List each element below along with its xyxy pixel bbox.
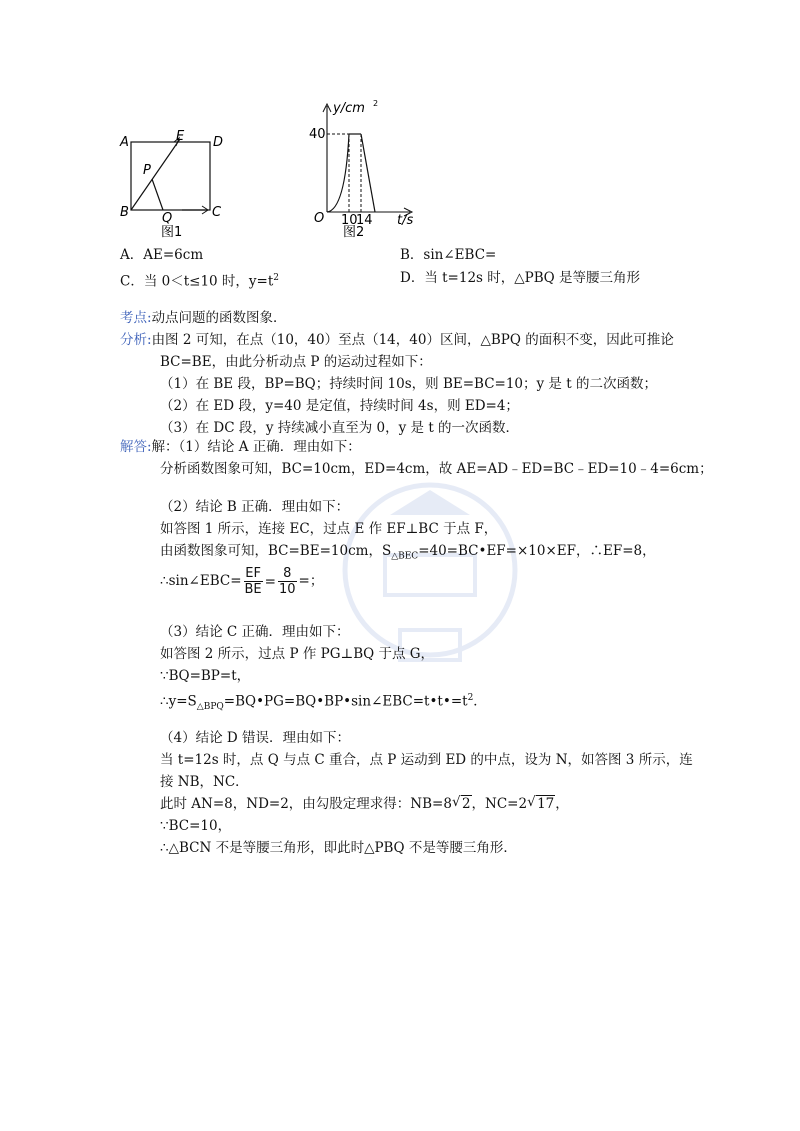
y-axis-exponent: 2 <box>373 100 379 108</box>
part2-line-3: 由函数图象可知，BC=BE=10cm，$S_{\triangle BEC}=40=BC•EF=\times 10\times EF$，∴EF=8， <box>160 543 656 562</box>
part4-line-6: ∴△BCN 不是等腰三角形，即此时△PBQ 不是等腰三角形． <box>160 840 517 856</box>
label-e: E <box>176 129 185 144</box>
label-d: D <box>213 135 224 150</box>
part4-line-5: ∵BC=10， <box>160 818 232 834</box>
fraction-numerator-ef: EF <box>245 566 261 581</box>
jieda-label: 解答: <box>120 439 152 455</box>
x-tick-10: 10 <box>341 213 358 228</box>
figure-1-rectangle-diagram <box>118 126 230 238</box>
part4-heading: （4）结论 D 错误．理由如下： <box>160 730 350 746</box>
nc-coefficient: 2 <box>518 796 528 812</box>
label-q: Q <box>162 211 173 226</box>
fenxi-item-3: （3）在 DC 段，y 持续减小直至为 0，y 是 t 的一次函数． <box>160 420 520 436</box>
label-a: A <box>120 135 129 150</box>
part4-line-2: 当 t=12s 时，点 Q 与点 C 重合，点 P 运动到 ED 的中点，设为 N，如答图 3 所示，连 <box>160 752 693 768</box>
nc-sqrt: √ 17 <box>527 794 555 814</box>
label-c: C <box>212 205 222 220</box>
part3-heading: （3）结论 C 正确．理由如下： <box>160 624 350 640</box>
x-axis-label: t/s <box>397 213 414 228</box>
option-b: B．sin∠EBC= <box>400 247 497 263</box>
x-tick-14: 14 <box>356 213 373 228</box>
figure-1-caption: 图1 <box>161 225 183 238</box>
part2-line-2: 如答图 1 所示，连接 EC，过点 E 作 EF⊥BC 于点 F， <box>160 521 498 537</box>
y-tick-40: 40 <box>309 127 326 142</box>
part2-heading: （2）结论 B 正确．理由如下： <box>160 499 350 515</box>
part3-line-2: 如答图 2 所示，过点 P 作 PG⊥BQ 于点 G， <box>160 646 435 662</box>
part3-line-3: ∵BQ=BP=t， <box>160 668 251 684</box>
kaodian-label: 考点: <box>120 310 152 326</box>
fenxi-line-1: 分析:由图 2 可知，在点（10，40）至点（14，40）区间，△BPQ 的面积不变，因此可推论 <box>120 332 674 348</box>
y-axis-label: y/cm <box>333 101 365 116</box>
figure-2-caption: 图2 <box>343 225 365 238</box>
option-d: D．当 t=12s 时，△PBQ 是等腰三角形 <box>400 270 640 286</box>
fenxi-label: 分析: <box>120 332 152 348</box>
figure-2-function-graph <box>305 100 435 238</box>
part4-line-4: 此时 AN=8，ND=2，由勾股定理求得：NB=8√ 2，NC=2√ 17， <box>160 794 569 814</box>
kaodian-line: 考点:动点问题的函数图象． <box>120 310 287 326</box>
jieda-line-1: 解答:解：（1）结论 A 正确．理由如下： <box>120 439 361 455</box>
nb-sqrt: √ 2 <box>452 794 472 814</box>
fenxi-item-1: （1）在 BE 段，BP=BQ；持续时间 10s，则 BE=BC=10；y 是 t 的二次函数； <box>160 376 657 392</box>
nb-coefficient: 8 <box>443 796 452 812</box>
fraction-denominator-be: BE <box>244 582 262 597</box>
jieda-line-2: 分析函数图象可知，BC=10cm，ED=4cm，故 AE=AD﹣ED=BC﹣ED=10﹣4=6cm； <box>160 461 713 477</box>
fraction-denominator-10: 10 <box>278 582 296 597</box>
fenxi-line-2: BC=BE，由此分析动点 P 的运动过程如下： <box>160 354 432 370</box>
label-b: B <box>120 205 129 220</box>
part2-line-4: ∴sin∠EBC= $\frac{EF}{BE}$ = $\frac{8}{10}$ =； <box>160 566 324 597</box>
fraction-numerator-8: 8 <box>278 566 297 582</box>
fenxi-item-2: （2）在 ED 段，y=40 是定值，持续时间 4s，则 ED=4； <box>160 398 519 414</box>
origin-label: O <box>314 211 325 226</box>
option-a: A．AE=6cm <box>120 247 204 263</box>
part3-line-4: $\therefore y=S_{\triangle BPQ}=BQ•PG=BQ•BP•\sin\angle EBC=t•t•=t^2$． <box>160 693 487 713</box>
part4-line-3: 接 NB，NC． <box>160 774 249 790</box>
option-c: C．当 0＜t≤10 时，$y=t^2$ <box>120 273 280 290</box>
label-p: P <box>143 163 151 178</box>
watermark-logo <box>330 460 530 700</box>
